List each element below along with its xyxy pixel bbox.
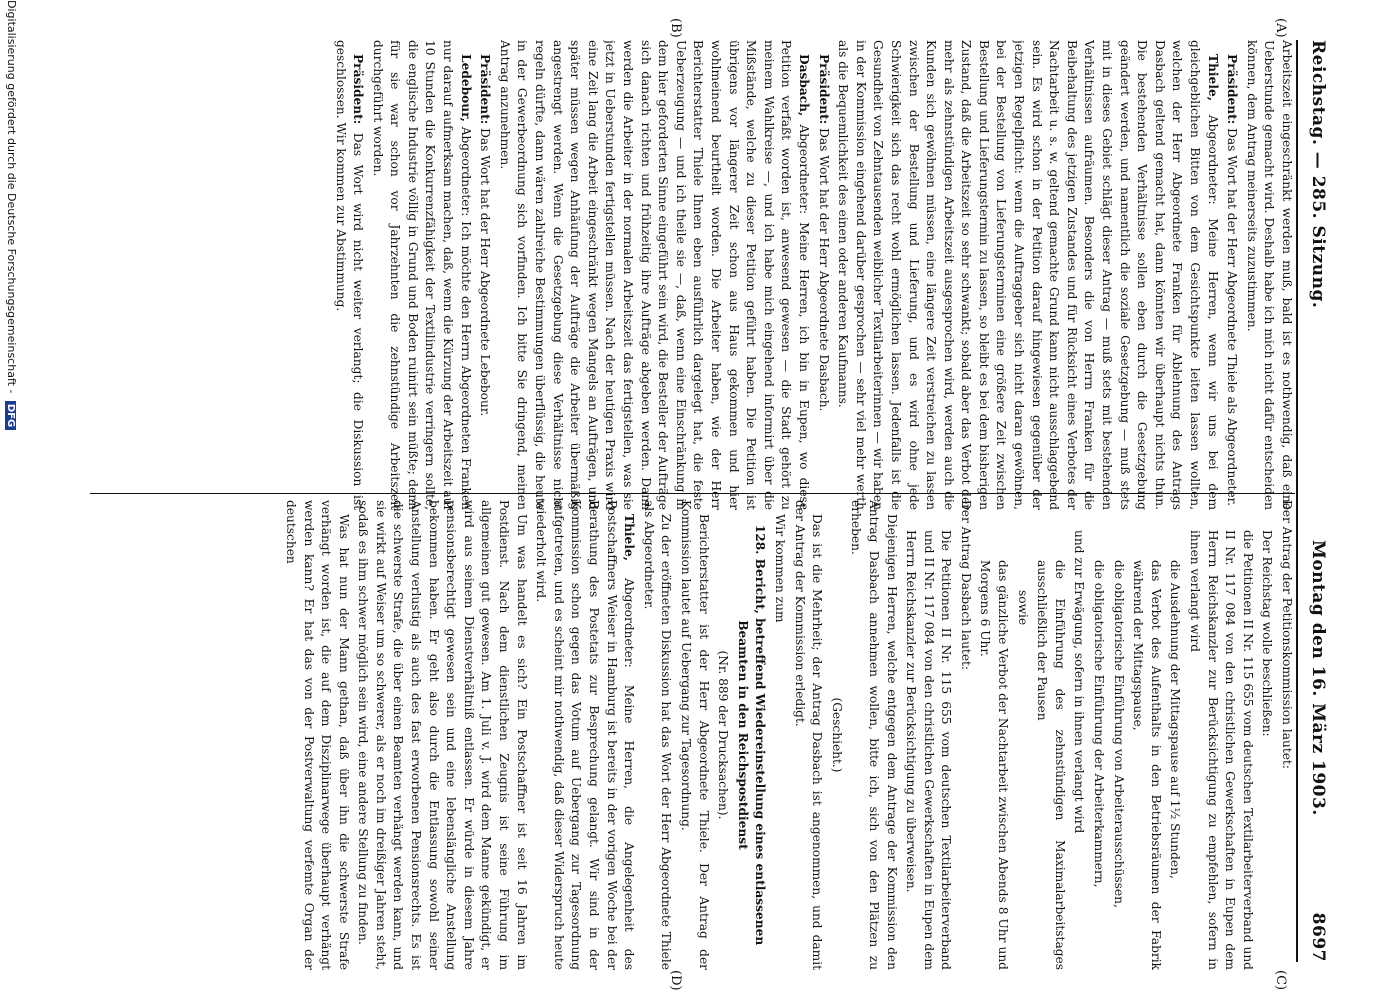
column-divider [90,493,1295,494]
speech-text: Abgeordneter: Ich möchte den Herrn Abgeordneten Franken nur darauf aufmerksam machen, daß, wenn die Kürzung der Arbeitszeit auf 10 Stunden die Konkurrenzfähigkeit der Textilindustrie verringern sollte, die englische Industrie völlig in Grund und Boden ruinirt sein müßte; denn für sie war schon vor Jahrzehnten die zehnstündige Arbeitszeit durchgeführt worden. [370,40,473,510]
digitization-footer [2,0,20,1000]
speech-text: Das Wort hat der Herr Abgeordnete Lebebour. [478,128,493,417]
header-rule [1296,40,1298,962]
item-ref: (Nr. 889 der Drucksachen). [716,650,731,820]
margin-mark-c: (C) [1273,970,1288,991]
session-date: Montag den 16. März 1903. [1308,540,1328,816]
speech-text: Das Wort hat der Herr Abgeordnete Dasbach. [816,128,831,412]
dasbach-text: Die Petitionen II Nr. 115 655 vom deutschen Textilarbeiterverband und II Nr. 117 084 von den christlichen Gewerkschaften in Eupen dem Herrn Reichskanzler zur Berücksichtigung zu überweisen. [904,530,954,970]
next-item: Wir kommen zum [772,514,787,623]
speech-paragraph [1242,40,1295,510]
item-title: 128. Bericht, betreffend Wiedereinstellung eines entlassenen Beamten in den Reichspostdienst [735,524,768,946]
speech-text: Das Wort hat der Herr Abgeordnete Thiele als Abgeordneter. [1225,128,1240,507]
vote-paren: (Geschieht.) [829,697,844,773]
resolution-item: die Einführung des zehnstündigen Maximalarbeitstages ausschließlich der Pausen [1035,560,1067,970]
thiele-speech [532,500,638,970]
resolution-item: das gänzliche Verbot der Nachtarbeit zwischen Abends 8 Uhr und Morgens 6 Uhr. [978,560,1011,970]
resolution-item: die Ausdehnung der Mittagspause auf 1½ Stunden, [1168,560,1183,879]
resolution-item: sowie [1015,590,1030,626]
dasbach-intro: Der Antrag Dasbach lautet: [958,500,973,671]
left-column [90,40,1295,510]
speech-text: Abgeordneter: Meine Herren, ich bin in Eupen, wo diese Petition verfaßt worden ist, anwesend gewesen — die Stadt gehört zu meinem Wahlkreise —, und ich habe mich eingehend informirt über die Mißstände, welche zu dieser Petition geführt haben. Die Petition ist übrigens vor längerer Zeit schon aus Haus gekommen und hier wohlmeinend beurtheilt worden. Die Arbeiter haben, wie der Herr Berichterstatter Thiele Ihnen eben ausführlich dargelegt hat, die feste Ueberzeugung — und ich theile sie —, daß, wenn eine Einschränkung in dem hier geforderten Sinne eingeführt sein wird, die Besteller der Aufträge sich danach richten und frühzeitig ihre Aufträge abgeben werden. Dann werden die Arbeiter in der normalen Arbeitszeit das fertigstellen, was sie jetzt in Ueberstunden fertigstellen müssen. Nach der heutigen Praxis wird eine Zeit lang die Arbeit eingeschränkt wegen Mangels an Aufträgen, und später müssen wegen Anhäufung der Aufträge die Arbeiter übermäßig angestrengt werden. Wenn die Gesetzgebung diese Verhältnisse nicht regeln dürfte, dann wären zahlreiche Bestimmungen überflüssig, die heute in der Gewerbeordnung sich vorfinden. Ich bitte Sie dringend, meinen Antrag anzunehmen. [497,40,811,510]
speaker-name: Thiele, [622,514,637,561]
debate-open: Zu der eröffneten Diskussion hat das Wort der Herr Abgeordnete Thiele als Abgeordneter. [641,500,674,970]
resolution-text: die Petitionen II Nr. 115 655 vom deutschen Textilarbeiterverband und II Nr. 117 084 von den christlichen Gewerkschaften in Eupen dem Herrn Reichskanzler zur Berücksichtigung zu empfehlen, sofern in ihnen verlangt wird [1188,530,1255,970]
session-title: Reichstag. — 285. Sitzung. [1308,40,1328,309]
speaker-name: Thiele, [1205,54,1220,101]
speech-paragraph [814,40,832,510]
speaker-name: Ledebour, [458,54,473,122]
speech-text: Das Wort wird nicht weiter verlangt; die Diskussion ist geschlossen. Wir kommen zur Abstimmung. [333,40,366,510]
speech-paragraph [476,40,494,510]
speaker-name: Präsident: [1225,54,1240,125]
page-number: 8697 [1308,912,1328,962]
speech-paragraph [331,40,366,510]
thiele-speech-cont: Um was handelt es sich? Ein Postschaffner ist seit 16 Jahren im Postdienst. Nach dem dienstlichen Zeugnis ist seine Führung im allgemeinen gut gewesen. Am 1. Juli v. J. wird dem Manne gekündigt, er wird aus seinem Dienstverhältniß entlassen. Er würde in diesem Jahre pensionsberechtigt gewesen sein und eine lebenslängliche Anstellung bekommen haben. Er geht also durch die Entlassung sowohl seiner Anstellung verlustig als auch des fast erworbenen Pensionsrechts. Es ist die schwerste Strafe, die über einen Beamten verhängt werden kann, und sie wirkt auf Weiser um so schwerer, als er noch im dreißiger Jahren steht, sodaß es ihm schwer möglich sein wird, eine andere Stellung zu finden. [356,500,529,970]
footer-text: Digitalisierung gefördert durch die Deutsche Forschungsgemeinschaft - [5,0,18,394]
speaker-name: Präsident: [816,54,831,125]
resolution-item: die obligatorische Einführung der Arbeiterkammern, [1092,560,1107,888]
speech-paragraph [1223,40,1241,510]
margin-mark-b: (B) [668,18,683,38]
resolution-item: die obligatorische Einführung von Arbeiterausschüssen, [1111,560,1126,908]
resolution-lead: Der Reichstag wolle beschließen: [1260,530,1275,737]
reporter-text: Berichterstatter ist der Herr Abgeordnete Thiele. Der Antrag der Kommission lautet auf Uebergang zur Tagesordnung. [679,500,711,970]
margin-mark-a: (A) [1273,18,1288,38]
page-header [1298,40,1328,962]
thiele-speech-cont: Was hat nun der Mann gethan, daß über ihn die schwerste Strafe verhängt worden ist, die auf dem Disziplinarwege überhaupt verhängt werden kann? Er hat das von der Postverwaltung verfemte Organ der deutschen [283,500,351,970]
speech-text: Abgeordneter: Meine Herren, wenn wir uns bei dem gleichgeblichen Bitten von dem Gesichtspunkte leiten lassen wollten, welchen der Herr Abgeordnete Franken für Ablehnung des Antrags Dasbach geltend gemacht hat, dann könnten wir überhaupt nichts thun. Die bestehenden Verhältnisse sollen eben durch die Gesetzgebung geändert werden, und namentlich die soziale Gesetzgebung — muß stets mit in dieses Gebiet schlägt dieser Antrag — muß stets mit bestehenden Verhältnissen aufräumen. Besonders die von Herrn Franken für die Beibehaltung des jetzigen Zustandes und für Rücksicht eines Verbotes der Nachtarbeit u. s. w. geltend gemachte Grund kann nicht ausschlaggebend sein. Es wird schon in der Petition darauf hingewiesen gegenüber der jetzigen Regelpflicht: wenn die Auftraggeber sich nicht daran gewöhnen, bei der Bestellung von Lieferungsterminen eine größere Zeit zwischen Bestellung und Lieferungstermin zu lassen, so bleibt es bei dem bisherigen Zustand, daß die Arbeitszeit so sehr schwankt; sobald aber das Verbot der mehr als zehnstündigen Arbeitszeit ausgesprochen wird, werden auch die Kunden sich gewöhnen müssen, eine längere Zeit verstreichen zu lassen zwischen der Bestellung und Lieferung, und es wird ohne jede Schwierigkeit sich das recht wohl ermöglichen lassen. Jedenfalls ist die Gesundheit von Zehntausenden weiblicher Textilarbeiterinnen — wir haben in der Kommission eingehend darüber gesprochen — sehr viel mehr werth als die Bequemlichkeit des einen oder anderen Kaufmanns. [836,40,1220,510]
margin-mark-d: (D) [668,970,683,991]
vote-result: Das ist die Mehrheit; der Antrag Dasbach ist angenommen, und damit der Antrag der Kommission erledigt. [792,500,825,970]
vote-call: Diejenigen Herren, welche entgegen dem Antrage der Kommission den Antrag Dasbach annehmen wollen, bitte ich, sich von den Plätzen zu erheben. [849,500,899,970]
speaker-name: Präsident: [351,54,366,125]
petition-intro: Der Antrag der Petitionskommission lautet: [1280,500,1294,769]
speech-text: Arbeitszeit eingeschränkt werden muß, bald ist es nothwendig, daß eine Ueberstunde gemacht wird. Deshalb habe ich mich nicht dafür entscheiden können, dem Antrag meinerseits zuzustimmen. [1244,40,1294,510]
speaker-name: Dasbach, [796,54,811,117]
speech-paragraph [495,40,812,510]
resolution-item: das Verbot des Aufenthalts in den Betriebsräumen der Fabrik während der Mittagspause, [1131,560,1163,970]
speech-paragraph [834,40,1221,510]
speaker-name: Präsident: [478,54,493,125]
speech-text: Abgeordneter: Meine Herren, die Angelegenheit des Postschaffners Weiser in Hamburg ist bereits in der vorigen Woche bei der Berathung des Postetats zur Besprechung gelangt. Wir sind in der Kommission schon gegen das Votum auf Uebergang zur Tagesordnung aufgetreten, und es scheint mir nothwendig, daß dieser Widerspruch heute wiederholt wird. [534,500,637,970]
resolution-tail: und zur Erwägung, sofern in ihnen verlangt wird [1072,530,1087,834]
speech-paragraph [368,40,474,510]
right-column [90,500,1295,970]
dfg-logo: DFG [5,401,16,430]
